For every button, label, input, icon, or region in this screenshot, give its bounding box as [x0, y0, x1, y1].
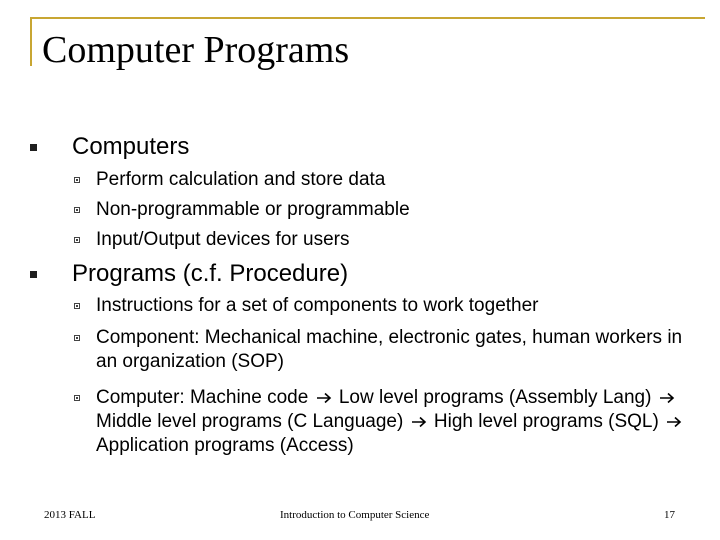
- sub-bullet: [96, 326, 686, 374]
- sub-bullet-text: Input/Output devices for users: [96, 229, 350, 250]
- right-arrow-icon: [666, 416, 682, 428]
- sub-bullet-text: Non-programmable or programmable: [96, 199, 410, 220]
- sub-bullet: [96, 168, 686, 192]
- sub-bullet: [96, 294, 686, 318]
- hollow-square-bullet-icon: [74, 177, 80, 183]
- sub-bullet: [96, 228, 686, 252]
- hollow-square-bullet-icon: [74, 335, 80, 341]
- hollow-square-bullet-icon: [74, 207, 80, 213]
- bullet-programs: [72, 260, 348, 288]
- hollow-square-bullet-icon: [74, 303, 80, 309]
- bullet-computers: [72, 133, 189, 161]
- footer-course-title: Introduction to Computer Science: [280, 509, 430, 521]
- square-bullet-icon: [30, 271, 37, 278]
- chain-level-text: Middle level programs (C Language): [96, 411, 404, 432]
- chain-intro-text: Computer: Machine code: [96, 387, 309, 408]
- bullet-text: Programs (c.f. Procedure): [72, 260, 349, 287]
- right-arrow-icon: [659, 392, 675, 404]
- footer-term: 2013 FALL: [44, 509, 96, 521]
- slide-title: Computer Programs: [42, 29, 350, 71]
- sub-bullet-text: Component: Mechanical machine, electronic gates, human workers in an organization (SOP): [96, 327, 683, 372]
- sub-bullet-text: Perform calculation and store data: [96, 169, 386, 190]
- chain-level-text: Application programs (Access): [96, 435, 354, 456]
- footer-page-number: 17: [664, 509, 675, 521]
- sub-bullet-language-levels: [96, 386, 686, 458]
- hollow-square-bullet-icon: [74, 395, 80, 401]
- chain-level-text: High level programs (SQL): [433, 411, 659, 432]
- sub-bullet-text: Instructions for a set of components to work together: [96, 295, 539, 316]
- chain-level-text: Low level programs (Assembly Lang): [338, 387, 652, 408]
- sub-bullet: [96, 198, 686, 222]
- hollow-square-bullet-icon: [74, 237, 80, 243]
- square-bullet-icon: [30, 144, 37, 151]
- right-arrow-icon: [411, 416, 427, 428]
- bullet-text: Computers: [72, 133, 190, 160]
- right-arrow-icon: [316, 392, 332, 404]
